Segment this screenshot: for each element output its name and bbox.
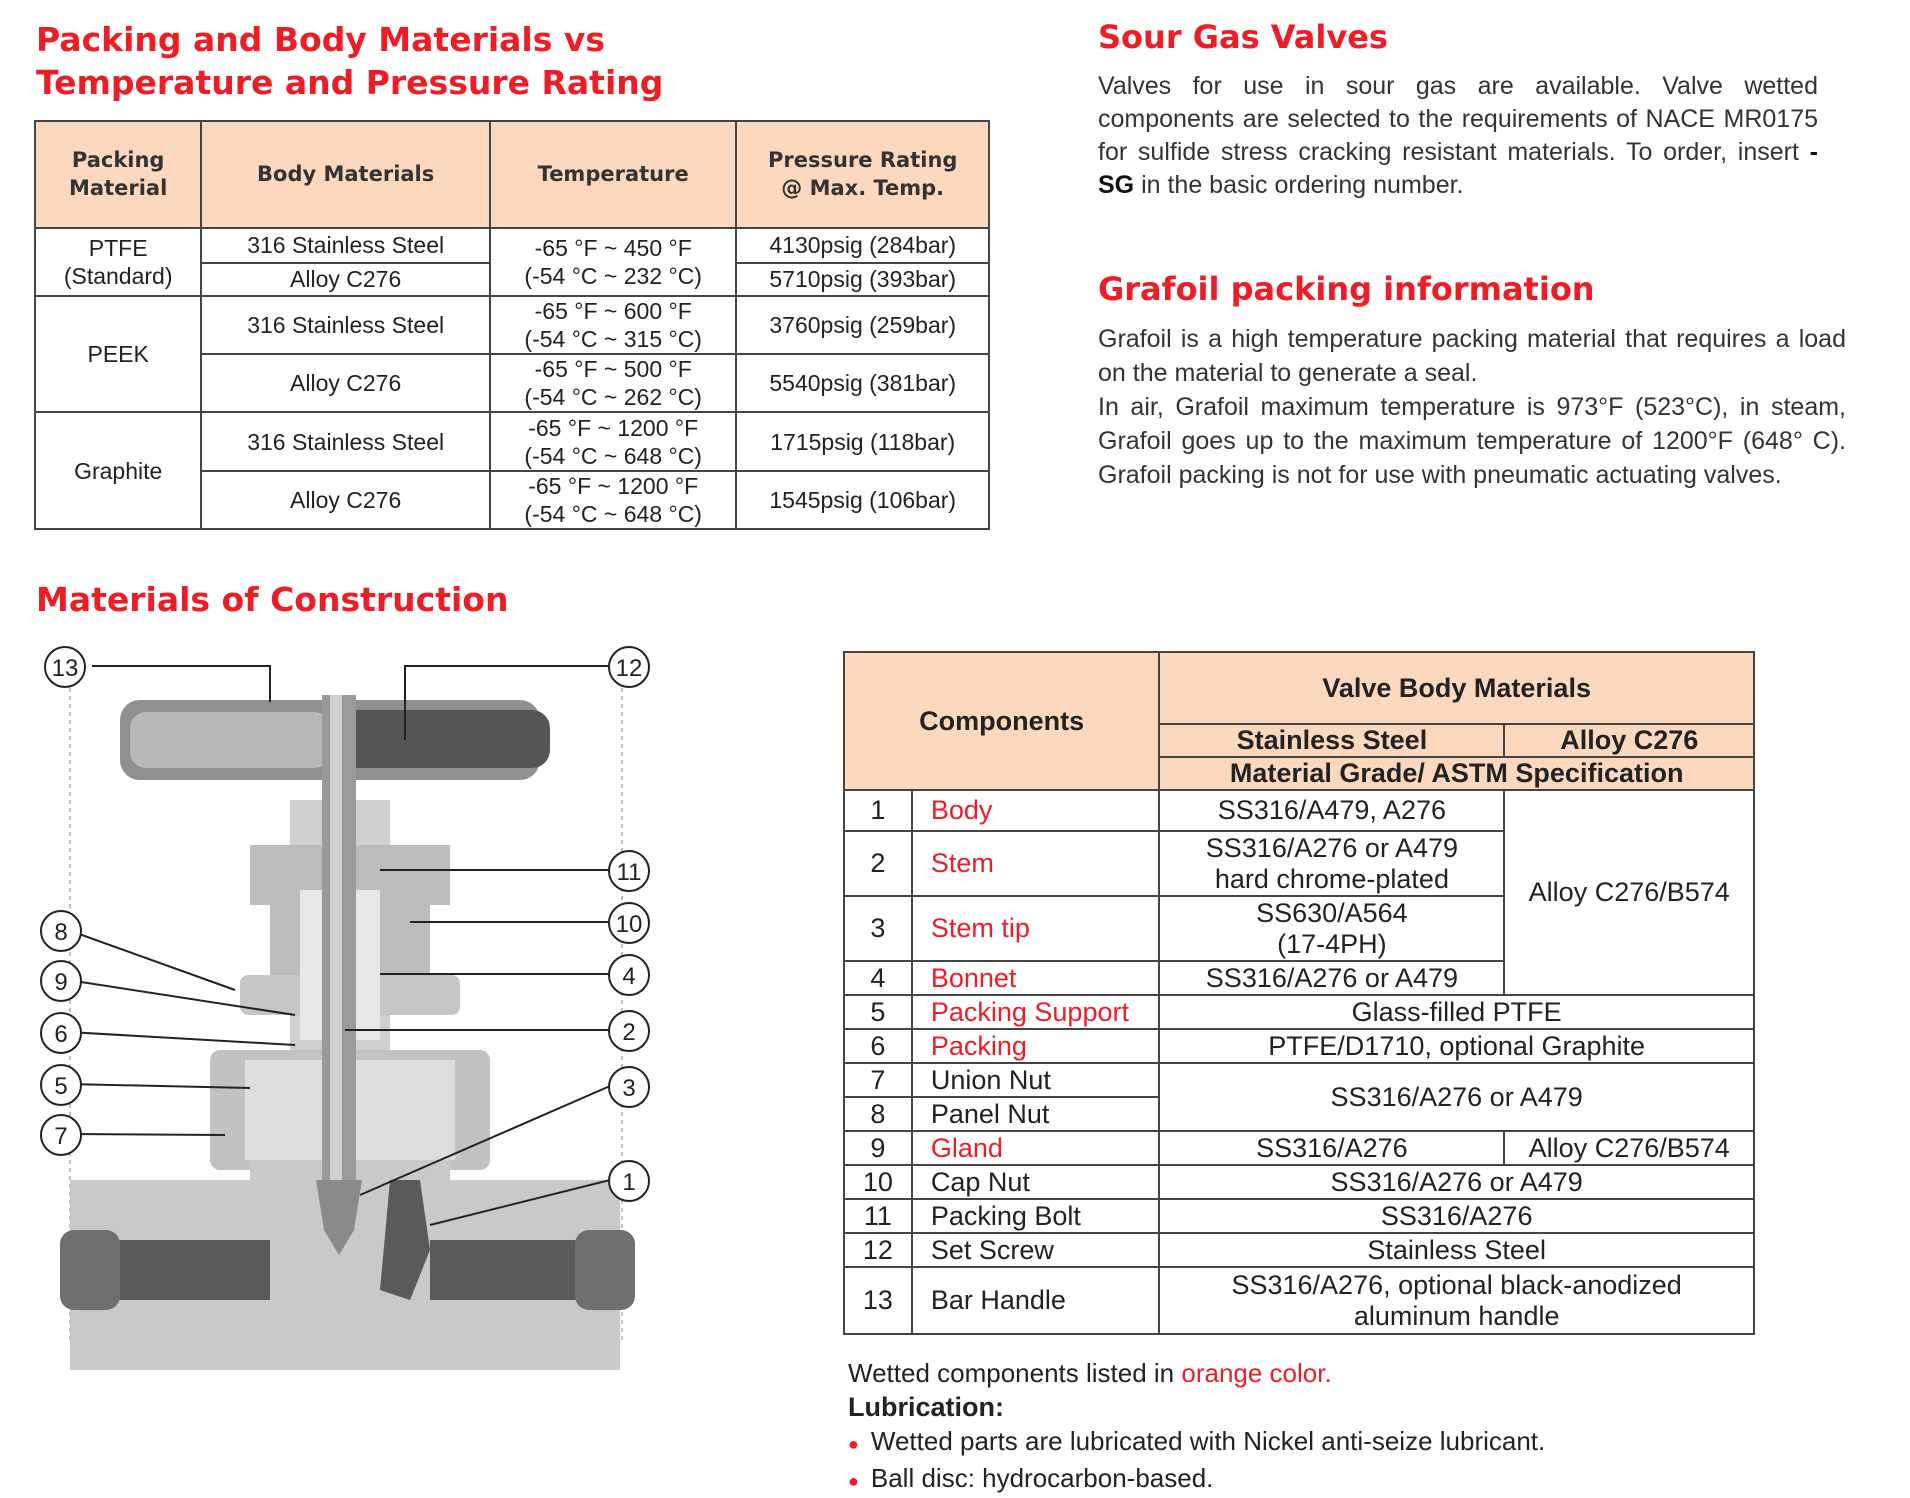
temperature-cell [490,354,737,412]
lubrication-bullet [848,1424,1545,1461]
component-name: Stem tip [912,896,1159,961]
alloy-spec-merged: Alloy C276/B574 [1504,790,1754,995]
packing-table-heading [36,18,663,104]
row-number: 10 [844,1165,912,1199]
sour-gas-text-after: in the basic ordering number. [1134,171,1464,199]
row-number: 1 [844,790,912,831]
packing-ptfe: PTFE [88,234,148,261]
grafoil-para2: In air, Grafoil maximum temperature is 973°F (523°C), in steam, Grafoil goes up to the maximum temperature of 1200°F (648° C). Grafoil packing is not for use with pneumatic actuating valves. [1098,393,1846,489]
component-name: Bonnet [912,961,1159,995]
header-temperature: Temperature [490,121,737,228]
callout-4: 4 [608,954,650,996]
pressure-cell: 1545psig (106bar) [736,471,989,529]
temp-f: -65 °F ~ 600 °F [534,297,692,324]
callout-12: 12 [608,646,650,688]
both-spec: SS316/A276 [1159,1199,1754,1233]
packing-cell: Graphite [35,412,201,529]
pressure-cell: 1715psig (118bar) [736,412,989,470]
sour-gas-text-before: Valves for use in sour gas are available. Valve wetted components are selected to the requirements of NACE MR0175 for sulfide stress cracking resistant materials. To order, insert [1098,72,1818,166]
header-pressure [736,121,989,228]
header-packing-material [35,121,201,228]
temp-c: (-54 °C ~ 232 °C) [524,262,702,289]
row-number: 3 [844,896,912,961]
row-number: 5 [844,995,912,1029]
sour-gas-text [1098,70,1818,202]
callout-2: 2 [608,1010,650,1052]
body-cell: Alloy C276 [201,263,490,296]
ss-spec: SS316/A479, A276 [1159,790,1504,831]
ss-spec [1159,831,1504,896]
component-name: Bar Handle [912,1267,1159,1334]
notes [848,1356,1545,1498]
temp-f: -65 °F ~ 500 °F [534,356,692,383]
sour-gas-heading: Sour Gas Valves [1098,18,1388,56]
bullet-text: Wetted parts are lubricated with Nickel anti-seize lubricant. [870,1426,1546,1456]
bullet-text: Ball disc: hydrocarbon-based. [870,1463,1214,1493]
row-number: 6 [844,1029,912,1063]
valve-diagram [30,640,670,1370]
component-name: Body [912,790,1159,831]
row-number: 8 [844,1097,912,1131]
row-number: 13 [844,1267,912,1334]
header-packing-line2: Material [69,176,168,201]
wetted-color-text: orange color. [1181,1358,1332,1388]
row-number: 12 [844,1233,912,1267]
packing-cell [35,228,201,296]
body-cell: Alloy C276 [201,471,490,529]
wetted-prefix: Wetted components listed in [848,1358,1182,1388]
callout-10: 10 [608,902,650,944]
temp-c: (-54 °C ~ 648 °C) [524,500,702,527]
row-number: 7 [844,1063,912,1097]
both-spec: Stainless Steel [1159,1233,1754,1267]
ss-spec: SS316/A276 or A479 [1159,961,1504,995]
row-number: 9 [844,1131,912,1165]
sour-gas-code: -SG [1098,138,1818,199]
both-spec-merged: SS316/A276 or A479 [1159,1063,1754,1131]
temp-c: (-54 °C ~ 648 °C) [524,442,702,469]
callout-8: 8 [40,910,82,952]
grafoil-text [1098,322,1846,492]
packing-rating-table [34,120,990,530]
header-stainless: Stainless Steel [1159,724,1504,757]
both-spec [1159,1267,1754,1334]
grafoil-para1: Grafoil is a high temperature packing material that requires a load on the material to generate a seal. [1098,325,1846,387]
ss-spec: SS316/A276 [1159,1131,1504,1165]
both-spec: Glass-filled PTFE [1159,995,1754,1029]
component-name: Set Screw [912,1233,1159,1267]
component-name: Packing [912,1029,1159,1063]
pressure-cell: 4130psig (284bar) [736,228,989,263]
components-table [843,651,1755,1335]
header-pressure-line1: Pressure Rating [768,148,958,173]
body-cell: Alloy C276 [201,354,490,412]
temp-f: -65 °F ~ 1200 °F [528,472,699,499]
body-cell: 316 Stainless Steel [201,296,490,354]
ss-spec-line2: hard chrome-plated [1214,863,1449,894]
bullet-icon: ● [848,1434,859,1454]
ss-spec-line2: (17-4PH) [1277,928,1387,959]
callout-5: 5 [40,1064,82,1106]
ss-spec-line1: SS316/A276 or A479 [1205,832,1458,863]
callout-7: 7 [40,1114,82,1156]
alloy-spec: Alloy C276/B574 [1504,1131,1754,1165]
bullet-icon: ● [848,1471,859,1491]
pressure-cell: 5710psig (393bar) [736,263,989,296]
header-alloy: Alloy C276 [1504,724,1754,757]
body-cell: 316 Stainless Steel [201,228,490,263]
component-name: Panel Nut [912,1097,1159,1131]
packing-ptfe-note: (Standard) [63,262,173,289]
header-packing-line1: Packing [71,148,165,173]
row-number: 4 [844,961,912,995]
row-number: 11 [844,1199,912,1233]
temperature-cell [490,296,737,354]
component-name: Gland [912,1131,1159,1165]
component-name: Packing Bolt [912,1199,1159,1233]
ss-spec [1159,896,1504,961]
temp-c: (-54 °C ~ 262 °C) [524,384,702,411]
materials-heading: Materials of Construction [36,580,509,619]
packing-cell: PEEK [35,296,201,413]
temperature-cell [490,412,737,470]
temp-c: (-54 °C ~ 315 °C) [524,325,702,352]
temp-f: -65 °F ~ 1200 °F [528,414,699,441]
component-name: Stem [912,831,1159,896]
callout-6: 6 [40,1012,82,1054]
callout-11: 11 [608,850,650,892]
temp-f: -65 °F ~ 450 °F [534,234,692,261]
lubrication-bullet [848,1461,1545,1498]
both-spec: PTFE/D1710, optional Graphite [1159,1029,1754,1063]
pressure-cell: 5540psig (381bar) [736,354,989,412]
temperature-cell [490,228,737,296]
callout-9: 9 [40,960,82,1002]
component-name: Cap Nut [912,1165,1159,1199]
component-name: Packing Support [912,995,1159,1029]
both-spec: SS316/A276 or A479 [1159,1165,1754,1199]
component-name: Union Nut [912,1063,1159,1097]
header-grade: Material Grade/ ASTM Specification [1159,757,1754,790]
header-pressure-line2: @ Max. Temp. [781,176,945,201]
callout-13: 13 [44,646,86,688]
callout-3: 3 [608,1066,650,1108]
packing-table-heading-line1: Packing and Body Materials vs [36,20,606,59]
body-cell: 316 Stainless Steel [201,412,490,470]
both-spec-line2: aluminum handle [1353,1300,1560,1331]
header-components: Components [844,652,1159,790]
ss-spec-line1: SS630/A564 [1256,897,1408,928]
grafoil-heading: Grafoil packing information [1098,270,1595,308]
lubrication-title: Lubrication: [848,1392,1004,1422]
temperature-cell [490,471,737,529]
header-body-materials: Body Materials [201,121,490,228]
wetted-note [848,1356,1545,1390]
callout-1: 1 [608,1160,650,1202]
packing-table-heading-line2: Temperature and Pressure Rating [36,63,664,102]
header-valve-body: Valve Body Materials [1159,652,1754,724]
both-spec-line1: SS316/A276, optional black-anodized [1231,1269,1682,1300]
row-number: 2 [844,831,912,896]
pressure-cell: 3760psig (259bar) [736,296,989,354]
